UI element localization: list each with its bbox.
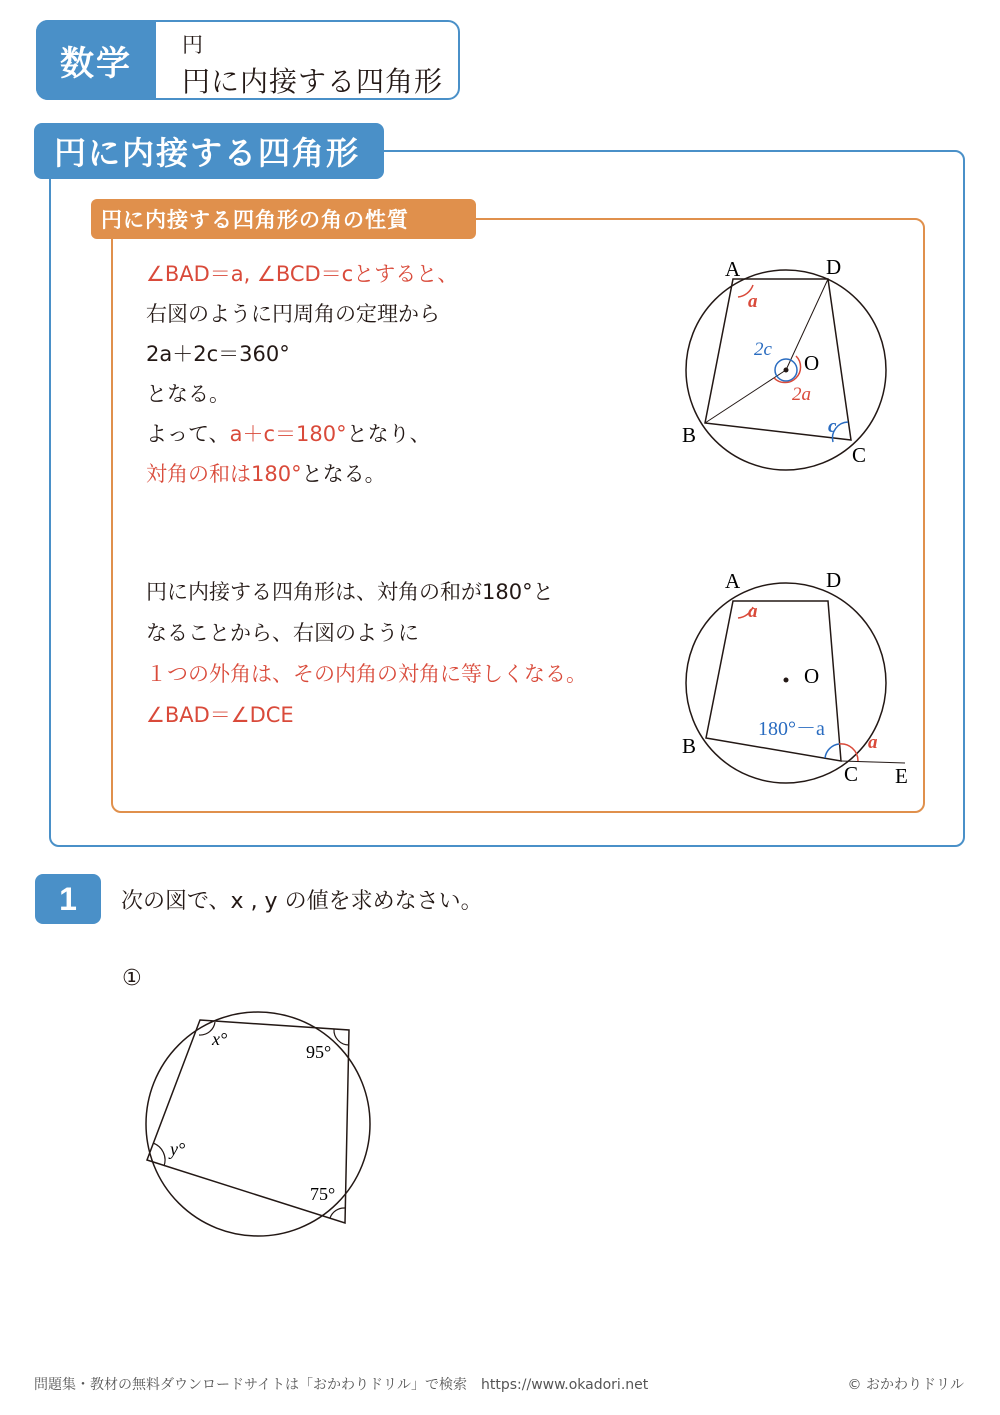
block1-line2: 右図のように円周角の定理から bbox=[146, 302, 440, 326]
question-angle-95-arc bbox=[334, 1029, 349, 1045]
page-title: 円に内接する四角形 bbox=[182, 65, 444, 98]
chapter-label: 円 bbox=[182, 33, 203, 57]
subquestion-number: ① bbox=[122, 966, 142, 991]
figure2-label-d: D bbox=[826, 568, 842, 592]
figure2-angle-a-outer-arc bbox=[839, 744, 858, 761]
block1-line5 bbox=[146, 418, 431, 448]
block1-line5-c: となり、 bbox=[346, 422, 431, 446]
block2-line4: ∠BAD＝∠DCE bbox=[146, 703, 294, 727]
section-title: 円に内接する四角形 bbox=[34, 123, 384, 179]
block1-line1: ∠BAD＝a, ∠BCD＝cとすると、 bbox=[146, 262, 459, 286]
block1-line6-a: 対角の和は180° bbox=[146, 462, 302, 486]
figure1-label-a: A bbox=[725, 257, 741, 281]
block2-line1: 円に内接する四角形は、対角の和が180°と bbox=[146, 580, 554, 604]
question-angle-95-label: 95° bbox=[306, 1042, 332, 1062]
block1-line6 bbox=[146, 458, 386, 488]
figure1-angle-2a-label: 2a bbox=[792, 384, 811, 405]
figure1-label-b: B bbox=[682, 423, 697, 447]
block1-line6-b: となる。 bbox=[301, 462, 386, 486]
figure1-label-c: C bbox=[852, 443, 867, 467]
figure2-label-o: O bbox=[804, 664, 820, 688]
subject-badge: 数学 bbox=[36, 20, 156, 100]
figure2-angle-180-a-arc bbox=[825, 744, 839, 758]
question-text: 次の図で、x , y の値を求めなさい。 bbox=[121, 889, 483, 914]
figure1-radius-ob bbox=[705, 370, 786, 423]
question-angle-y-label: y° bbox=[170, 1139, 186, 1159]
block2-line3: １つの外角は、その内角の対角に等しくなる。 bbox=[146, 662, 587, 686]
figure2-label-b: B bbox=[682, 734, 697, 758]
figure2-angle-a-outer-label: a bbox=[868, 732, 878, 753]
figure2-label-a: A bbox=[725, 569, 741, 593]
question-angle-75-arc bbox=[330, 1208, 345, 1218]
figure1-diagram bbox=[670, 250, 910, 480]
figure1-center-dot bbox=[784, 368, 789, 373]
figure2-center-dot bbox=[784, 678, 789, 683]
block1-line5-a: よって、 bbox=[146, 422, 230, 446]
figure2-label-e: E bbox=[895, 764, 908, 788]
subsection-title: 円に内接する四角形の角の性質 bbox=[91, 199, 476, 239]
figure2-label-c: C bbox=[844, 762, 859, 786]
figure1-label-o: O bbox=[804, 351, 820, 375]
figure1-label-d: D bbox=[826, 255, 842, 279]
figure2-angle-a-inner-label: a bbox=[748, 601, 758, 622]
figure2-diagram bbox=[670, 565, 920, 795]
question-angle-x-label: x° bbox=[212, 1029, 228, 1049]
figure2-angle-180-a-label: 180°－a bbox=[758, 718, 825, 740]
block1-line4: となる。 bbox=[146, 382, 230, 406]
question-figure bbox=[140, 995, 400, 1255]
figure1-angle-a-label: a bbox=[748, 291, 758, 312]
footer-text: 問題集・教材の無料ダウンロードサイトは「おかわりドリル」で検索 https://www.okadori.net bbox=[34, 1377, 649, 1393]
question-angle-75-label: 75° bbox=[310, 1184, 336, 1204]
question-number-badge: 1 bbox=[35, 874, 101, 924]
block1-line3: 2a＋2c＝360° bbox=[146, 342, 290, 366]
footer-copyright: © おかわりドリル bbox=[847, 1377, 964, 1393]
question-circle bbox=[146, 1012, 370, 1236]
block1-line5-b: a＋c＝180° bbox=[229, 422, 347, 446]
block2-line2: なることから、右図のように bbox=[146, 621, 419, 645]
figure1-angle-2c-label: 2c bbox=[754, 339, 772, 360]
figure1-angle-c-label: c bbox=[828, 416, 837, 437]
